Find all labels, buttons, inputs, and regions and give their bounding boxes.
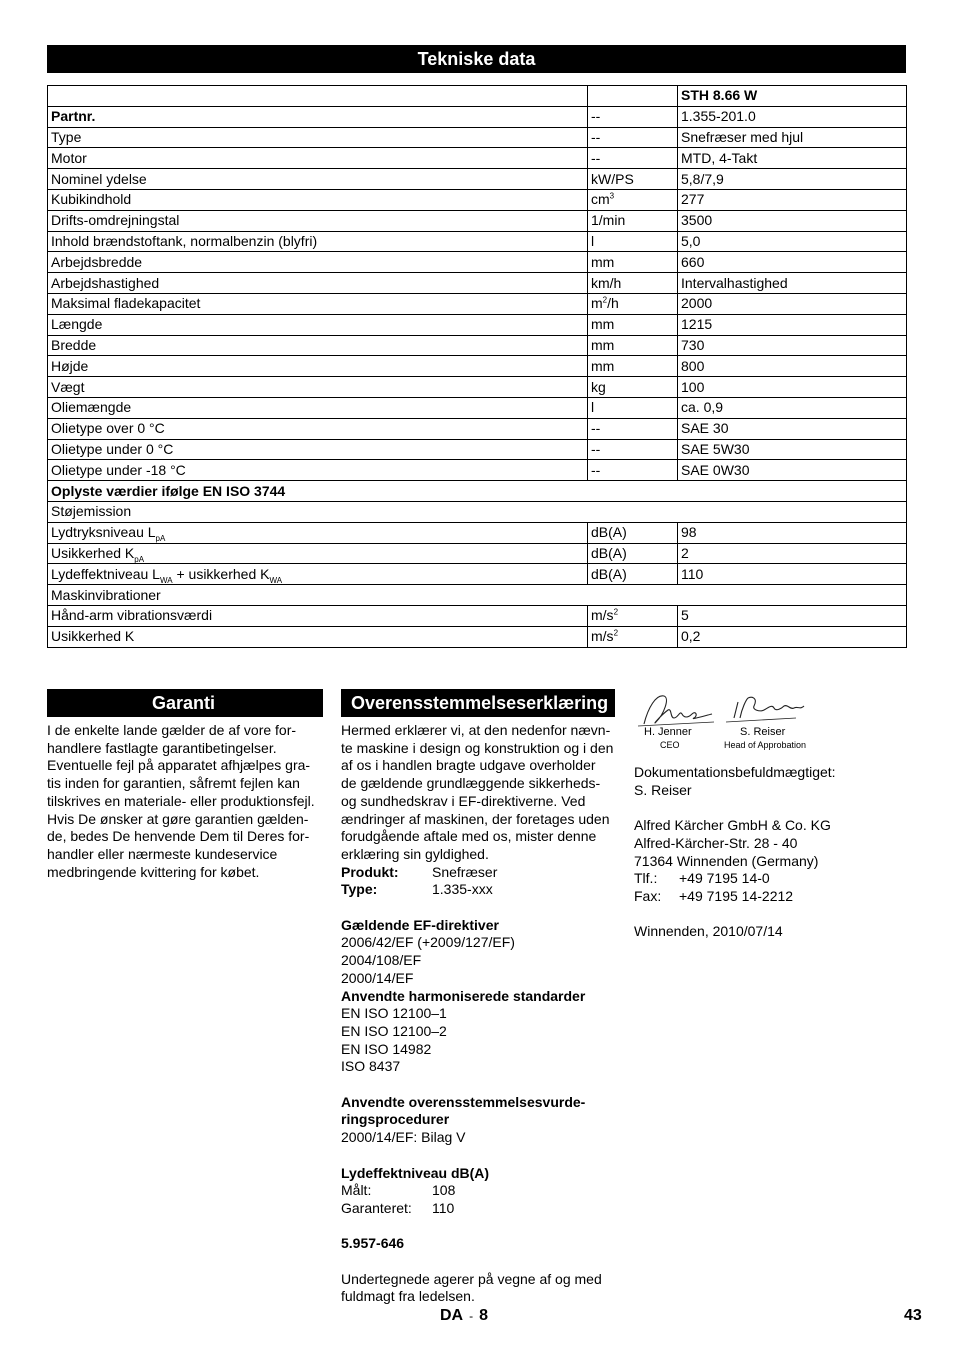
row-value: 110 — [678, 564, 907, 585]
row-value: SAE 30 — [678, 418, 907, 439]
heading-cell: Maskinvibrationer — [48, 585, 907, 606]
table-row — [48, 418, 907, 439]
table-row — [48, 522, 907, 543]
row-unit: mm — [588, 314, 678, 335]
directives-list — [341, 934, 616, 987]
row-label: Højde — [48, 356, 588, 377]
signer-2-name: S. Reiser — [740, 726, 786, 738]
row-unit: 1/min — [588, 210, 678, 231]
row-label: Partnr. — [48, 106, 588, 127]
text-line: medbringende kvittering for købet. — [47, 863, 260, 880]
sound-heading: Lydeffektniveau dB(A) — [341, 1164, 490, 1181]
text-line: tis inden for garantien, såfremt fejlen kan — [47, 775, 300, 792]
signer-1-name: H. Jenner — [644, 726, 692, 738]
doc-number: 5.957-646 — [341, 1235, 405, 1252]
row-label: Type — [48, 127, 588, 148]
row-label: Nominel ydelse — [48, 169, 588, 190]
row-unit: mm — [588, 356, 678, 377]
row-value: 2 — [678, 543, 907, 564]
row-label: Bredde — [48, 335, 588, 356]
noise-heading-row — [48, 501, 907, 522]
row-unit: -- — [588, 127, 678, 148]
row-unit: mm — [588, 335, 678, 356]
text-line: Eventuelle fejl på apparatet afhjælpes gra- — [47, 757, 311, 774]
text-line: 2004/108/EF — [341, 952, 422, 969]
type-line: Type: 1.335-xxx — [341, 881, 493, 898]
row-label: Lydtryksniveau $L_{pA}$ — [48, 522, 588, 543]
table-row — [48, 106, 907, 127]
row-value: SAE 5W30 — [678, 439, 907, 460]
row-label: Drifts-omdrejningstal — [48, 210, 588, 231]
row-unit: -- — [588, 106, 678, 127]
product-line: Produkt: Snefræser — [341, 863, 498, 880]
section-title-garanti: Garanti — [47, 689, 323, 717]
row-unit: -- — [588, 439, 678, 460]
row-unit: $m/s^2$ — [588, 605, 678, 626]
row-label: Arbejdsbredde — [48, 252, 588, 273]
row-value: 730 — [678, 335, 907, 356]
row-label: Motor — [48, 148, 588, 169]
text-line: tilskrives en materiale- eller produktionsfejl. — [47, 792, 315, 809]
text-line: fuldmagt fra ledelsen. — [341, 1288, 475, 1305]
table-row — [48, 314, 907, 335]
table-row — [48, 626, 907, 647]
table-header-row — [48, 86, 907, 107]
row-unit: l — [588, 231, 678, 252]
table-row — [48, 397, 907, 418]
row-value: 5 — [678, 605, 907, 626]
table-row — [48, 293, 907, 314]
phone-line: Tlf.: +49 7195 14-0 — [634, 870, 770, 887]
row-label: Arbejdshastighed — [48, 273, 588, 294]
row-unit: dB(A) — [588, 543, 678, 564]
table-row — [48, 335, 907, 356]
row-unit: -- — [588, 460, 678, 481]
table-row — [48, 377, 907, 398]
table-row — [48, 210, 907, 231]
row-label: Olietype over 0 °C — [48, 418, 588, 439]
row-value: MTD, 4-Takt — [678, 148, 907, 169]
table-row — [48, 252, 907, 273]
row-label: Maksimal fladekapacitet — [48, 293, 588, 314]
table-row — [48, 127, 907, 148]
section-title-declaration: Overensstemmelseserklæring — [341, 689, 615, 717]
fax-line: Fax: +49 7195 14-2212 — [634, 887, 794, 904]
text-line: Undertegnede agerer på vegne af og med — [341, 1270, 602, 1287]
text-line: 2006/42/EF (+2009/127/EF) — [341, 934, 515, 951]
row-value: 100 — [678, 377, 907, 398]
company-street: Alfred-Kärcher-Str. 28 - 40 — [634, 834, 798, 851]
iso-heading-row — [48, 481, 907, 502]
text-line: Hermed erklærer vi, at den nedenfor nævn- — [341, 722, 611, 738]
text-line: EN ISO 12100–2 — [341, 1022, 447, 1039]
text-line: handlere fastlagte garantibetingelser. — [47, 739, 277, 756]
section-title-tekniske-data: Tekniske data — [47, 45, 906, 73]
table-row — [48, 564, 907, 585]
text-line: erklæring sin gyldighed. — [341, 845, 489, 862]
garanti-text — [47, 722, 322, 881]
table-row — [48, 231, 907, 252]
table-row — [48, 169, 907, 190]
text-line: handler eller nærmeste kundeservice — [47, 845, 278, 862]
row-label: Lydeffektniveau $L_{WA}$ + usikkerhed $K_{WA}$ — [48, 564, 588, 585]
table-row — [48, 543, 907, 564]
directives-heading: Gældende EF-direktiver — [341, 916, 499, 933]
standards-heading: Anvendte harmoniserede standarder — [341, 987, 586, 1004]
standards-list — [341, 1005, 616, 1076]
row-label: Vægt — [48, 377, 588, 398]
text-line: te maskine i design og konstruktion og i den — [341, 739, 614, 756]
measured-line: Målt: 108 — [341, 1182, 456, 1199]
row-value: 98 — [678, 522, 907, 543]
procedure-heading: Anvendte overensstemmelsesvurde- ringsprocedurer — [341, 1093, 586, 1128]
text-line: 2000/14/EF — [341, 969, 414, 986]
footer-language-page: DA - 8 — [440, 1307, 489, 1324]
table-row — [48, 273, 907, 294]
text-line: Hvis De ønsker at gøre garantien gælden- — [47, 810, 309, 827]
place-date: Winnenden, 2010/07/14 — [634, 923, 783, 940]
company-name: Alfred Kärcher GmbH & Co. KG — [634, 817, 831, 834]
row-unit: kW/PS — [588, 169, 678, 190]
vibration-heading-row — [48, 585, 907, 606]
footer-page-number: 43 — [904, 1307, 922, 1324]
row-unit: dB(A) — [588, 522, 678, 543]
row-label: Olietype under -18 °C — [48, 460, 588, 481]
table-row — [48, 460, 907, 481]
row-value: SAE 0W30 — [678, 460, 907, 481]
row-label: Olietype under 0 °C — [48, 439, 588, 460]
row-value: 3500 — [678, 210, 907, 231]
row-value: 0,2 — [678, 626, 907, 647]
auth-name: S. Reiser — [634, 781, 692, 798]
text-line: ændringer af maskinen, der foretages uden — [341, 810, 610, 827]
text-line: og sundhedskrav i EF-direktiverne. Ved — [341, 792, 586, 809]
row-unit: $m/s^2$ — [588, 626, 678, 647]
row-value: 2000 — [678, 293, 907, 314]
row-value: 1215 — [678, 314, 907, 335]
table-row — [48, 148, 907, 169]
model-name: STH 8.66 W — [678, 86, 907, 107]
row-label: Inhold brændstoftank, normalbenzin (blyfri) — [48, 231, 588, 252]
row-value: 1.355-201.0 — [678, 106, 907, 127]
row-value: 277 — [678, 189, 907, 210]
table-row — [48, 189, 907, 210]
guaranteed-line: Garanteret: 110 — [341, 1199, 455, 1216]
table-row — [48, 605, 907, 626]
row-unit: -- — [588, 148, 678, 169]
row-unit: -- — [588, 418, 678, 439]
text-line: ISO 8437 — [341, 1058, 401, 1075]
signature-block — [634, 688, 834, 758]
heading-cell: Støjemission — [48, 501, 907, 522]
row-label: Usikkerhed K — [48, 626, 588, 647]
row-value: 5,0 — [678, 231, 907, 252]
text-line: EN ISO 12100–1 — [341, 1005, 447, 1022]
table-row — [48, 439, 907, 460]
row-label: Oliemængde — [48, 397, 588, 418]
declaration-intro — [341, 722, 616, 864]
tech-spec-table — [47, 85, 907, 648]
auth-label: Dokumentationsbefuldmægtiget: — [634, 764, 836, 780]
row-value: 5,8/7,9 — [678, 169, 907, 190]
text-line: af os i handlen bragte udgave overholder — [341, 757, 596, 774]
row-unit: dB(A) — [588, 564, 678, 585]
row-unit: l — [588, 397, 678, 418]
row-value: 660 — [678, 252, 907, 273]
closing-text — [341, 1271, 616, 1306]
row-label: Kubikindhold — [48, 189, 588, 210]
procedure-value: 2000/14/EF: Bilag V — [341, 1129, 466, 1146]
table-row — [48, 356, 907, 377]
text-line: de, bedes De henvende Dem til Deres for- — [47, 828, 310, 845]
text-line: I de enkelte lande gælder de af vore for- — [47, 722, 297, 738]
text-line: de gældende grundlæggende sikkerheds- — [341, 775, 601, 792]
row-unit: $cm^3$ — [588, 189, 678, 210]
row-label: Hånd-arm vibrationsværdi — [48, 605, 588, 626]
row-value: Intervalhastighed — [678, 273, 907, 294]
company-city: 71364 Winnenden (Germany) — [634, 852, 819, 869]
row-value: 800 — [678, 356, 907, 377]
contact-column — [634, 764, 894, 941]
row-label: Usikkerhed $K_{pA}$ — [48, 543, 588, 564]
text-line: EN ISO 14982 — [341, 1040, 432, 1057]
row-unit: km/h — [588, 273, 678, 294]
row-unit: kg — [588, 377, 678, 398]
text-line: forudgående aftale med os, mister denne — [341, 828, 597, 845]
signer-1-role: CEO — [660, 740, 680, 750]
declaration-column — [341, 722, 616, 1306]
row-label: Længde — [48, 314, 588, 335]
row-unit: mm — [588, 252, 678, 273]
heading-cell: Oplyste værdier ifølge EN ISO 3744 — [48, 481, 907, 502]
row-unit: $m^2/h$ — [588, 293, 678, 314]
row-value: Snefræser med hjul — [678, 127, 907, 148]
row-value: ca. 0,9 — [678, 397, 907, 418]
signer-2-role: Head of Approbation — [724, 740, 807, 750]
